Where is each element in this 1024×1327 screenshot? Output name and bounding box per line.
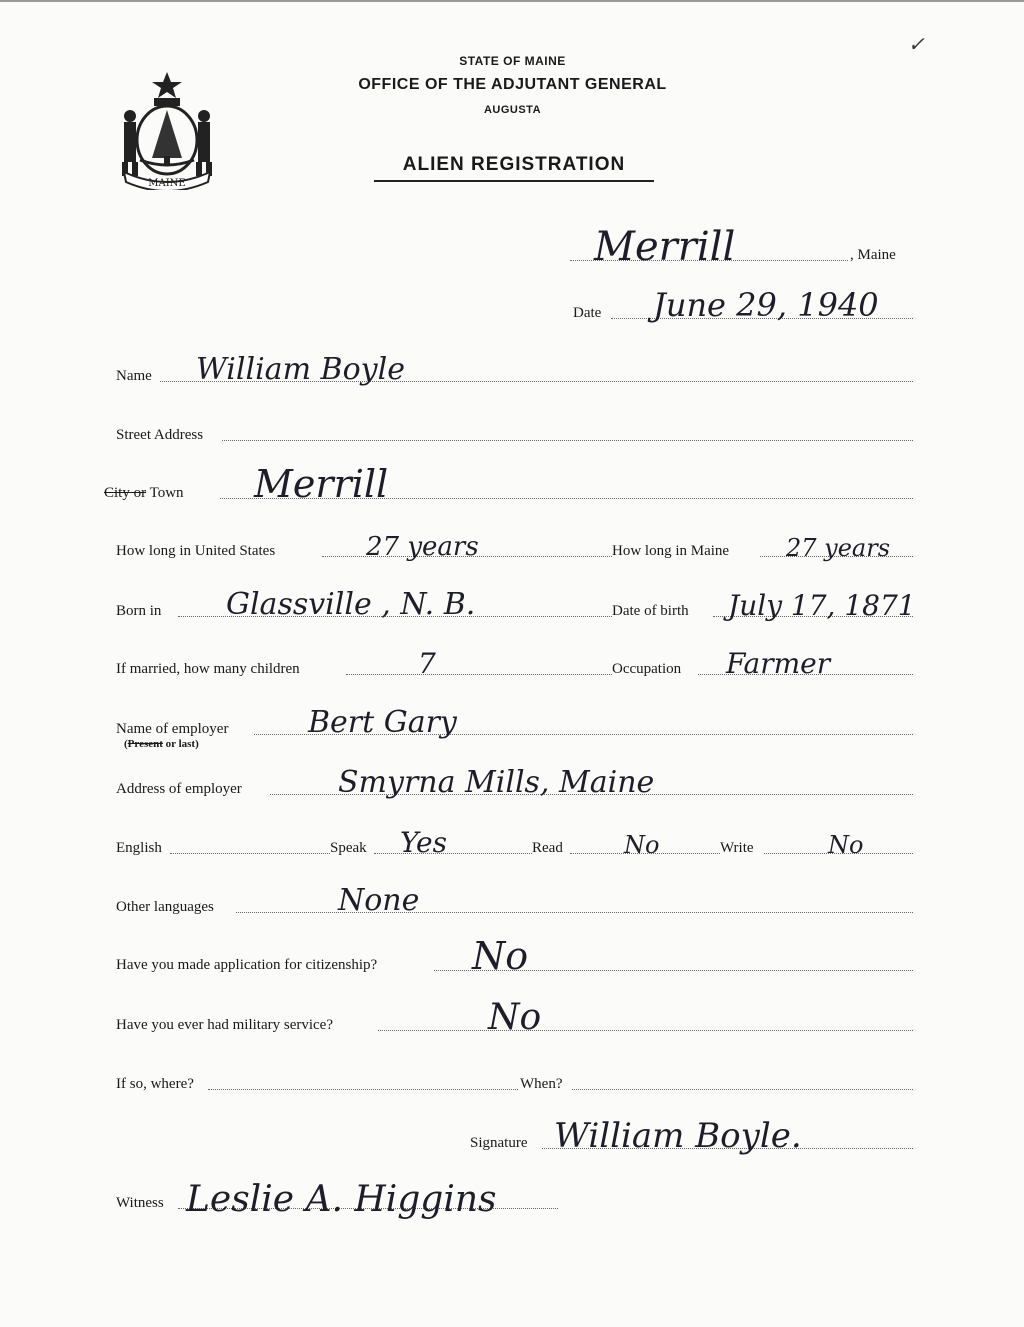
service-where-row <box>116 1065 913 1095</box>
town-label: Town <box>149 485 184 501</box>
english-label: English <box>116 840 162 856</box>
occupation-label: Occupation <box>612 661 682 677</box>
other-languages-label: Other languages <box>116 899 214 915</box>
birth-row <box>116 587 916 622</box>
occupation-value[interactable]: Farmer <box>726 647 831 680</box>
employer-sublabel: (Present or last) <box>124 738 199 750</box>
us-duration-value[interactable]: 27 years <box>366 532 479 562</box>
military-label: Have you ever had military service? <box>116 1017 333 1033</box>
employer-address-value[interactable]: Smyrna Mills, Maine <box>338 765 655 800</box>
other-languages-value[interactable]: None <box>338 883 420 918</box>
city-or-label-struck: City or <box>104 485 147 501</box>
citizenship-value[interactable]: No <box>472 934 529 978</box>
date-of-birth-value[interactable]: July 17, 1871 <box>728 589 916 622</box>
witness-value[interactable]: Leslie A. Higgins <box>186 1179 497 1220</box>
write-label: Write <box>720 840 754 856</box>
employer-label: Name of employer <box>116 721 229 737</box>
military-value[interactable]: No <box>488 997 542 1038</box>
name-row <box>116 352 913 387</box>
employer-address-label: Address of employer <box>116 781 242 797</box>
town-header-value[interactable]: Merrill <box>594 224 736 270</box>
form-title: ALIEN REGISTRATION <box>374 154 654 182</box>
maine-duration-value[interactable]: 27 years <box>786 534 891 562</box>
employer-row <box>116 705 913 740</box>
other-languages-row <box>116 883 913 918</box>
office-heading: OFFICE OF THE ADJUTANT GENERAL <box>358 76 667 93</box>
witness-label: Witness <box>116 1195 164 1211</box>
children-value[interactable]: 7 <box>418 647 436 680</box>
us-duration-label: How long in United States <box>116 543 276 559</box>
born-in-value[interactable]: Glassville , N. B. <box>226 587 476 622</box>
where-label: If so, where? <box>116 1076 194 1092</box>
town-value[interactable]: Merrill <box>254 462 389 506</box>
read-label: Read <box>532 840 563 856</box>
citizenship-label: Have you made application for citizenship? <box>116 957 378 973</box>
write-value[interactable]: No <box>828 831 864 859</box>
city-or-town-row <box>104 462 913 506</box>
duration-row <box>116 532 913 562</box>
state-heading: STATE OF MAINE <box>459 54 566 68</box>
english-row <box>116 826 913 859</box>
street-address-row <box>116 416 913 446</box>
seal-lettering: MAINE <box>148 178 186 189</box>
military-row <box>116 997 913 1038</box>
date-of-birth-label: Date of birth <box>612 603 689 619</box>
name-label: Name <box>116 368 152 384</box>
signature-row <box>470 1116 913 1156</box>
signature-label: Signature <box>470 1135 528 1151</box>
maine-state-seal-icon <box>112 68 222 190</box>
check-mark-icon: ✓ <box>908 32 925 56</box>
speak-label: Speak <box>330 840 367 856</box>
when-label: When? <box>520 1076 563 1092</box>
employer-value[interactable]: Bert Gary <box>308 705 457 740</box>
name-value[interactable]: William Boyle <box>196 352 405 387</box>
children-occupation-row <box>116 647 913 680</box>
signature-value[interactable]: William Boyle. <box>554 1116 802 1156</box>
born-in-label: Born in <box>116 603 162 619</box>
employer-address-row <box>116 765 913 800</box>
witness-row <box>116 1179 913 1220</box>
city-heading: AUGUSTA <box>483 104 542 116</box>
town-header-row <box>570 224 915 270</box>
speak-value[interactable]: Yes <box>400 826 447 859</box>
date-value[interactable]: June 29, 1940 <box>653 286 879 324</box>
citizenship-row <box>116 934 913 978</box>
date-row <box>573 286 913 324</box>
street-address-label: Street Address <box>116 427 204 443</box>
town-header-suffix: , Maine <box>850 247 896 263</box>
date-label: Date <box>573 305 602 321</box>
read-value[interactable]: No <box>624 831 660 859</box>
maine-duration-label: How long in Maine <box>612 543 730 559</box>
present-struck: Present <box>127 738 163 750</box>
children-label: If married, how many children <box>116 661 300 677</box>
